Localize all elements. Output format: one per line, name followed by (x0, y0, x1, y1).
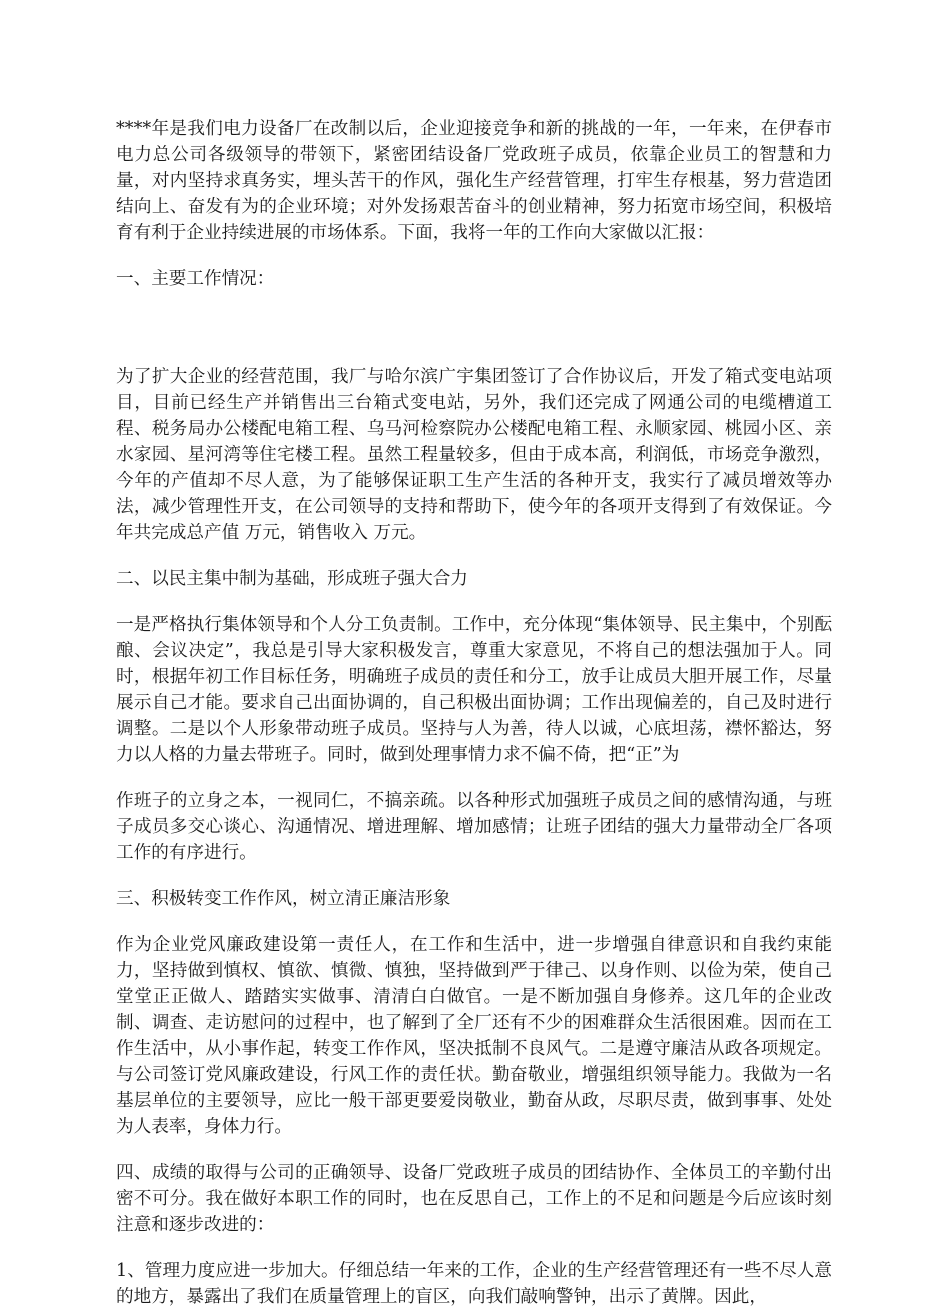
section-3-paragraph: 作为企业党风廉政建设第一责任人，在工作和生活中，进一步增强自律意识和自我约束能力，坚持做到慎权、慎欲、慎微、慎独，坚持做到严于律己、以身作则、以俭为荣，使自己堂堂正正做人、踏踏实实做事、清清白白做官。一是不断加强自身修养。这几年的企业改制、调查、走访慰问的过程中，也了解到了全厂还有不少的困难群众生活很困难。因而在工作生活中，从小事作起，转变工作作风，坚决抵制不良风气。二是遵守廉洁从政各项规定。与公司签订党风廉政建设，行风工作的责任状。勤奋敬业，增强组织领导能力。我做为一名基层单位的主要领导，应比一般干部更要爱岗敬业，勤奋从政，尽职尽责，做到事事、处处为人表率，身体力行。 (116, 935, 832, 1137)
section-3-heading: 三、积极转变工作作风，树立清正廉洁形象 (116, 889, 451, 909)
item-1-paragraph: 1、管理力度应进一步加大。仔细总结一年来的工作，企业的生产经营管理还有一些不尽人意的地方，暴露出了我们在质量管理上的盲区，向我们敲响警钟，出示了黄牌。因此， (116, 1261, 832, 1307)
document-page (116, 116, 832, 1310)
section-1-paragraph: 为了扩大企业的经营范围，我厂与哈尔滨广宇集团签订了合作协议后，开发了箱式变电站项目，目前已经生产并销售出三台箱式变电站，另外，我们还完成了网通公司的电缆槽道工程、税务局办公楼配电箱工程、乌马河检察院办公楼配电箱工程、永顺家园、桃园小区、亲水家园、星河湾等住宅楼工程。虽然工程量较多，但由于成本高，利润低，市场竞争激烈，今年的产值却不尽人意，为了能够保证职工生产生活的各种开支，我实行了减员增效等办法，减少管理性开支，在公司领导的支持和帮助下，使今年的各项开支得到了有效保证。今年共完成总产值 万元，销售收入 万元。 (116, 367, 832, 543)
intro-paragraph: ****年是我们电力设备厂在改制以后，企业迎接竞争和新的挑战的一年，一年来，在伊春市电力总公司各级领导的带领下，紧密团结设备厂党政班子成员，依靠企业员工的智慧和力量，对内坚持求真务实，埋头苦干的作风，强化生产经营管理，打牢生存根基，努力营造团结向上、奋发有为的企业环境；对外发扬艰苦奋斗的创业精神，努力拓宽市场空间，积极培育有利于企业持续进展的市场体系。下面，我将一年的工作向大家做以汇报： (116, 119, 832, 243)
section-4-paragraph: 四、成绩的取得与公司的正确领导、设备厂党政班子成员的团结协作、全体员工的辛勤付出密不可分。我在做好本职工作的同时，也在反思自己，工作上的不足和问题是今后应该时刻注意和逐步改进的： (116, 1163, 832, 1235)
section-1-heading: 一、主要工作情况： (116, 269, 275, 289)
section-2-paragraph-2: 作班子的立身之本，一视同仁，不搞亲疏。以各种形式加强班子成员之间的感情沟通，与班子成员多交心谈心、沟通情况、增进理解、增加感情；让班子团结的强大力量带动全厂各项工作的有序进行。 (116, 791, 832, 863)
section-2-heading: 二、以民主集中制为基础，形成班子强大合力 (116, 569, 468, 589)
section-2-paragraph-1: 一是严格执行集体领导和个人分工负责制。工作中，充分体现“集体领导、民主集中，个别酝酿、会议决定”，我总是引导大家积极发言，尊重大家意见，不将自己的想法强加于人。同时，根据年初工作目标任务，明确班子成员的责任和分工，放手让成员大胆开展工作，尽量展示自己才能。要求自己出面协调的，自己积极出面协调；工作出现偏差的，自己及时进行调整。二是以个人形象带动班子成员。坚持与人为善，待人以诚，心底坦荡，襟怀豁达，努力以人格的力量去带班子。同时，做到处理事情力求不偏不倚，把“正”为 (116, 615, 832, 765)
